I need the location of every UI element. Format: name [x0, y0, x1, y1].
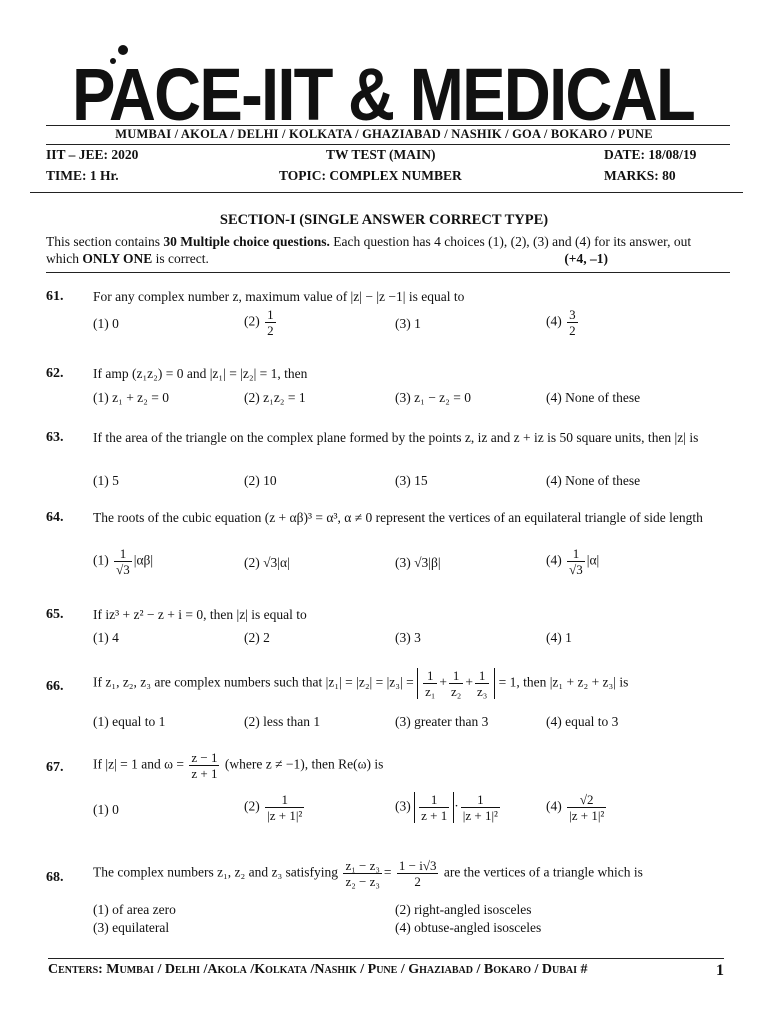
option-1: (1) 0	[93, 316, 119, 331]
footer-centers: Centers: Mumbai / Delhi /Akola /Kolkata /Nashik / Pune / Ghaziabad / Bokaro / Dubai #	[48, 962, 588, 977]
option-4: (4) $\frac{1}{√3}$ |α|	[546, 546, 600, 577]
marks-label: MARKS: 80	[604, 168, 676, 183]
option-2: (2) √3|α|	[244, 555, 290, 570]
question-number: 67.	[46, 760, 64, 775]
question-text: For any complex number z, maximum value of |z| − |z −1| is equal to	[93, 289, 465, 304]
rule	[46, 144, 730, 145]
option-4: (4) equal to 3	[546, 714, 619, 729]
rule	[30, 192, 743, 193]
option-3: (3) 3	[395, 630, 421, 645]
question-text: If z₁, z₂, z₃ are complex numbers such that |z₁| = |z₂| = |z₃| = $\frac{1}{\text{z₁}}$ + $\frac{1}{\text{z₂}}$ + $\frac{1}{\text{z₃}}$ = 1, then |z₁ + z₂ + z₃| is	[93, 668, 629, 699]
time-label: TIME: 1 Hr.	[46, 168, 119, 183]
date-label: DATE: 18/08/19	[604, 147, 697, 162]
question-number: 62.	[46, 366, 64, 381]
pace-logo	[72, 44, 697, 124]
option-3: (3) 15	[395, 473, 428, 488]
option-2: (2) right-angled isosceles	[395, 902, 532, 917]
option-3: (3) equilateral	[93, 920, 170, 935]
exam-label: IIT – JEE: 2020	[46, 147, 139, 162]
question-text: If |z| = 1 and ω = $\frac{z - 1}{z + 1}$ (where z ≠ −1), then Re(ω) is	[93, 750, 384, 781]
rule	[46, 272, 730, 273]
option-4: (4) $\frac{3}{2}$	[546, 307, 576, 338]
question-number: 63.	[46, 430, 64, 445]
option-1: (1) $\frac{1}{√3}$ |αβ|	[93, 546, 154, 577]
option-2: (2) 2	[244, 630, 270, 645]
option-4: (4) $\frac{√2}{\text{|z + 1|²}}$	[546, 792, 605, 823]
logo-text: PACE-IIT & MEDICAL	[72, 53, 694, 124]
option-4: (4) None of these	[546, 473, 641, 488]
option-1: (1) 0	[93, 802, 119, 817]
option-4: (4) 1	[546, 630, 572, 645]
option-4: (4) obtuse-angled isosceles	[395, 920, 542, 935]
question-number: 61.	[46, 289, 64, 304]
option-4: (4) None of these	[546, 390, 641, 405]
question-text: If amp (z₁z₂) = 0 and |z₁| = |z₂| = 1, then	[93, 366, 308, 381]
option-1: (1) z₁ + z₂ = 0	[93, 390, 169, 405]
option-2: (2) $\frac{1}{\text{|z + 1|²}}$	[244, 792, 303, 823]
footer-rule	[48, 958, 724, 959]
test-label: TW TEST (MAIN)	[326, 147, 436, 162]
question-number: 66.	[46, 679, 64, 694]
section-title: SECTION-I (SINGLE ANSWER CORRECT TYPE)	[219, 212, 549, 228]
page-number: 1	[716, 962, 724, 979]
option-2: (2) z₁z₂ = 1	[244, 390, 306, 405]
question-number: 68.	[46, 870, 64, 885]
topic-label: TOPIC: COMPLEX NUMBER	[279, 168, 462, 183]
question-text: If the area of the triangle on the complex plane formed by the points z, iz and z + iz is 50 square units, then |z| is	[93, 430, 699, 445]
option-1: (1) of area zero	[93, 902, 176, 917]
rule	[46, 125, 730, 126]
option-2: (2) $\frac{1}{2}$	[244, 307, 274, 338]
section-instructions: This section contains 30 Multiple choice questions. Each question has 4 choices (1), (2), (3) and (4) for its answer, out which ONLY ONE is correct. (+4, –1)	[46, 234, 692, 266]
option-1: (1) equal to 1	[93, 714, 166, 729]
marking-scheme: (+4, –1)	[564, 251, 608, 266]
question-text: The complex numbers z₁, z₂ and z₃ satisfying $\frac{\text{z₁ − z₃}}{\text{z₂ − z₃}}$ = $\frac{1 - i√3}{2}$ are the vertices of a triangle which is	[93, 858, 643, 889]
option-3: (3) z₁ − z₂ = 0	[395, 390, 471, 405]
question-number: 65.	[46, 607, 64, 622]
centers-list: MUMBAI / AKOLA / DELHI / KOLKATA / GHAZIABAD / NASHIK / GOA / BOKARO / PUNE	[115, 127, 653, 141]
option-3: (3) $\frac{1}{z + 1}$ · $\frac{1}{\text{|z + 1|²}}$	[395, 792, 498, 823]
option-3: (3) √3|β|	[395, 555, 441, 570]
option-1: (1) 4	[93, 630, 119, 645]
question-text: The roots of the cubic equation (z + αβ)³ = α³, α ≠ 0 represent the vertices of an equilateral triangle of side length	[93, 510, 703, 525]
question-number: 64.	[46, 510, 64, 525]
option-1: (1) 5	[93, 473, 119, 488]
option-3: (3) greater than 3	[395, 714, 489, 729]
footer	[48, 962, 724, 978]
question-text: If iz³ + z² − z + i = 0, then |z| is equal to	[93, 607, 307, 622]
option-2: (2) less than 1	[244, 714, 321, 729]
option-2: (2) 10	[244, 473, 277, 488]
option-3: (3) 1	[395, 316, 421, 331]
